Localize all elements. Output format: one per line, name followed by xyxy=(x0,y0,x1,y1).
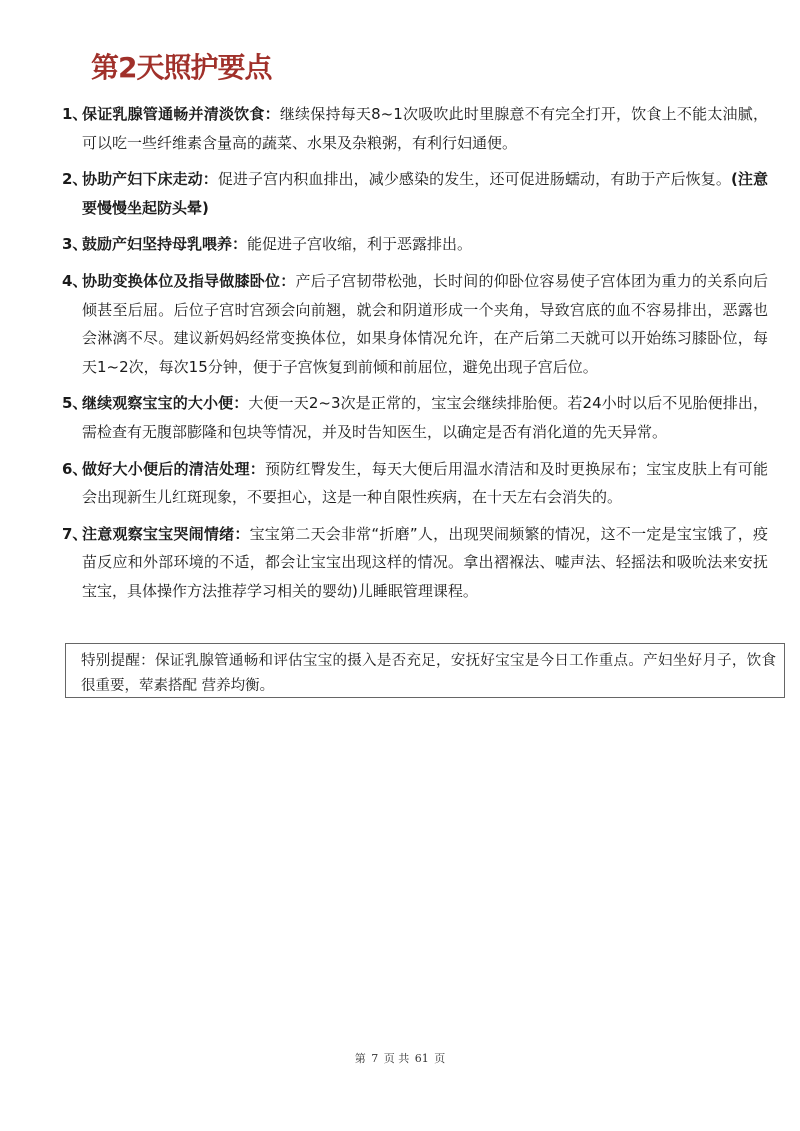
item-heading: 鼓励产妇坚持母乳喂养： xyxy=(82,235,248,254)
page-number: 7 xyxy=(371,1052,379,1065)
item-number: 1、 xyxy=(62,105,88,123)
item-heading: 做好大小便后的清洁处理： xyxy=(82,459,265,478)
item-number: 6、 xyxy=(62,459,88,478)
item-text: 预防红臀发生，每天大便后用温水清洁和及时更换尿布；宝宝皮肤上有可能会出现新生儿红斑现象，不要担心，这是一种自限性疾病，在十天左右会消失的。 xyxy=(82,459,768,507)
item-text: 促进子宫内积血排出，减少感染的发生，还可促进肠蠕动，有助于产后恢复。 xyxy=(217,170,731,189)
list-item xyxy=(62,230,768,259)
item-heading: 继续观察宝宝的大小便： xyxy=(82,394,249,413)
footer-prefix: 第 xyxy=(354,1052,366,1065)
item-number: 7、 xyxy=(62,524,88,543)
item-text: 宝宝第二天会非常“折磨”人，出现哭闹频繁的情况，这不一定是宝宝饿了，疫苗反应和外部环境的不适，都会让宝宝出现这样的情况。拿出褶褓法、嘘声法、轻摇法和吸吮法来安抚宝宝，具体操作方法推荐学习相关的婴幼)儿睡眠管理课程。 xyxy=(82,524,768,600)
care-points-list xyxy=(62,100,768,614)
list-item xyxy=(62,100,768,157)
item-text: 能促进子宫收缩，利于恶露排出。 xyxy=(247,235,473,254)
page-title: 第2天照护要点 xyxy=(91,51,272,84)
item-heading: 协助变换体位及指导做膝卧位： xyxy=(82,271,296,290)
total-pages: 61 xyxy=(414,1052,429,1065)
footer-suffix: 页 xyxy=(434,1052,446,1065)
item-heading: 保证乳腺管通畅并清淡饮食： xyxy=(82,105,280,123)
item-warning: (注意要慢慢坐起防头晕) xyxy=(82,170,768,217)
list-item xyxy=(62,165,768,222)
item-text: 大便一天2~3次是正常的，宝宝会继续排胎便。若24小时以后不见胎便排出，需检查有无腹部膨隆和包块等情况，并及时告知医生，以确定是否有消化道的先天异常。 xyxy=(82,394,768,441)
item-heading: 协助产妇下床走动： xyxy=(82,170,218,189)
item-number: 2、 xyxy=(62,170,88,189)
special-reminder-box: 特别提醒：保证乳腺管通畅和评估宝宝的摄入是否充足，安抚好宝宝是今日工作重点。产妇坐好月子，饮食很重要，荤素搭配 营养均衡。 xyxy=(65,643,785,698)
list-item xyxy=(62,455,768,512)
page-footer xyxy=(0,1050,800,1066)
item-body xyxy=(80,520,768,606)
item-text: 继续保持每天8~1次吸吹此时里腺意不有完全打开，饮食上不能太油腻，可以吃一些纤维素含量高的蔬菜、水果及杂粮粥，有利行妇通便。 xyxy=(82,105,768,152)
item-text: 产后子宫韧带松弛，长时间的仰卧位容易使子宫体团为重力的关系向后倾甚至后屈。后位子宫时宫颈会向前翘，就会和阴道形成一个夹角，导致宫底的血不容易排出，恶露也会淋漓不尽。建议新妈妈经常变换体位，如果身体情况允许，在产后第二天就可以开始练习膝卧位，每天1~2次，每次15分钟，便于子宫恢复到前倾和前屈位，避免出现子宫后位。 xyxy=(82,271,768,376)
item-body xyxy=(80,389,768,446)
item-body xyxy=(80,230,768,259)
item-number: 3、 xyxy=(62,235,88,254)
list-item xyxy=(62,520,768,606)
list-item xyxy=(62,389,768,446)
list-item xyxy=(62,267,768,381)
item-number: 4、 xyxy=(62,271,88,290)
footer-middle: 页 共 xyxy=(383,1052,410,1065)
item-body xyxy=(80,455,768,512)
item-body xyxy=(80,267,768,381)
item-body xyxy=(80,165,768,222)
item-heading: 注意观察宝宝哭闹情绪： xyxy=(82,524,250,543)
item-body xyxy=(80,100,768,157)
item-number: 5、 xyxy=(62,394,88,413)
